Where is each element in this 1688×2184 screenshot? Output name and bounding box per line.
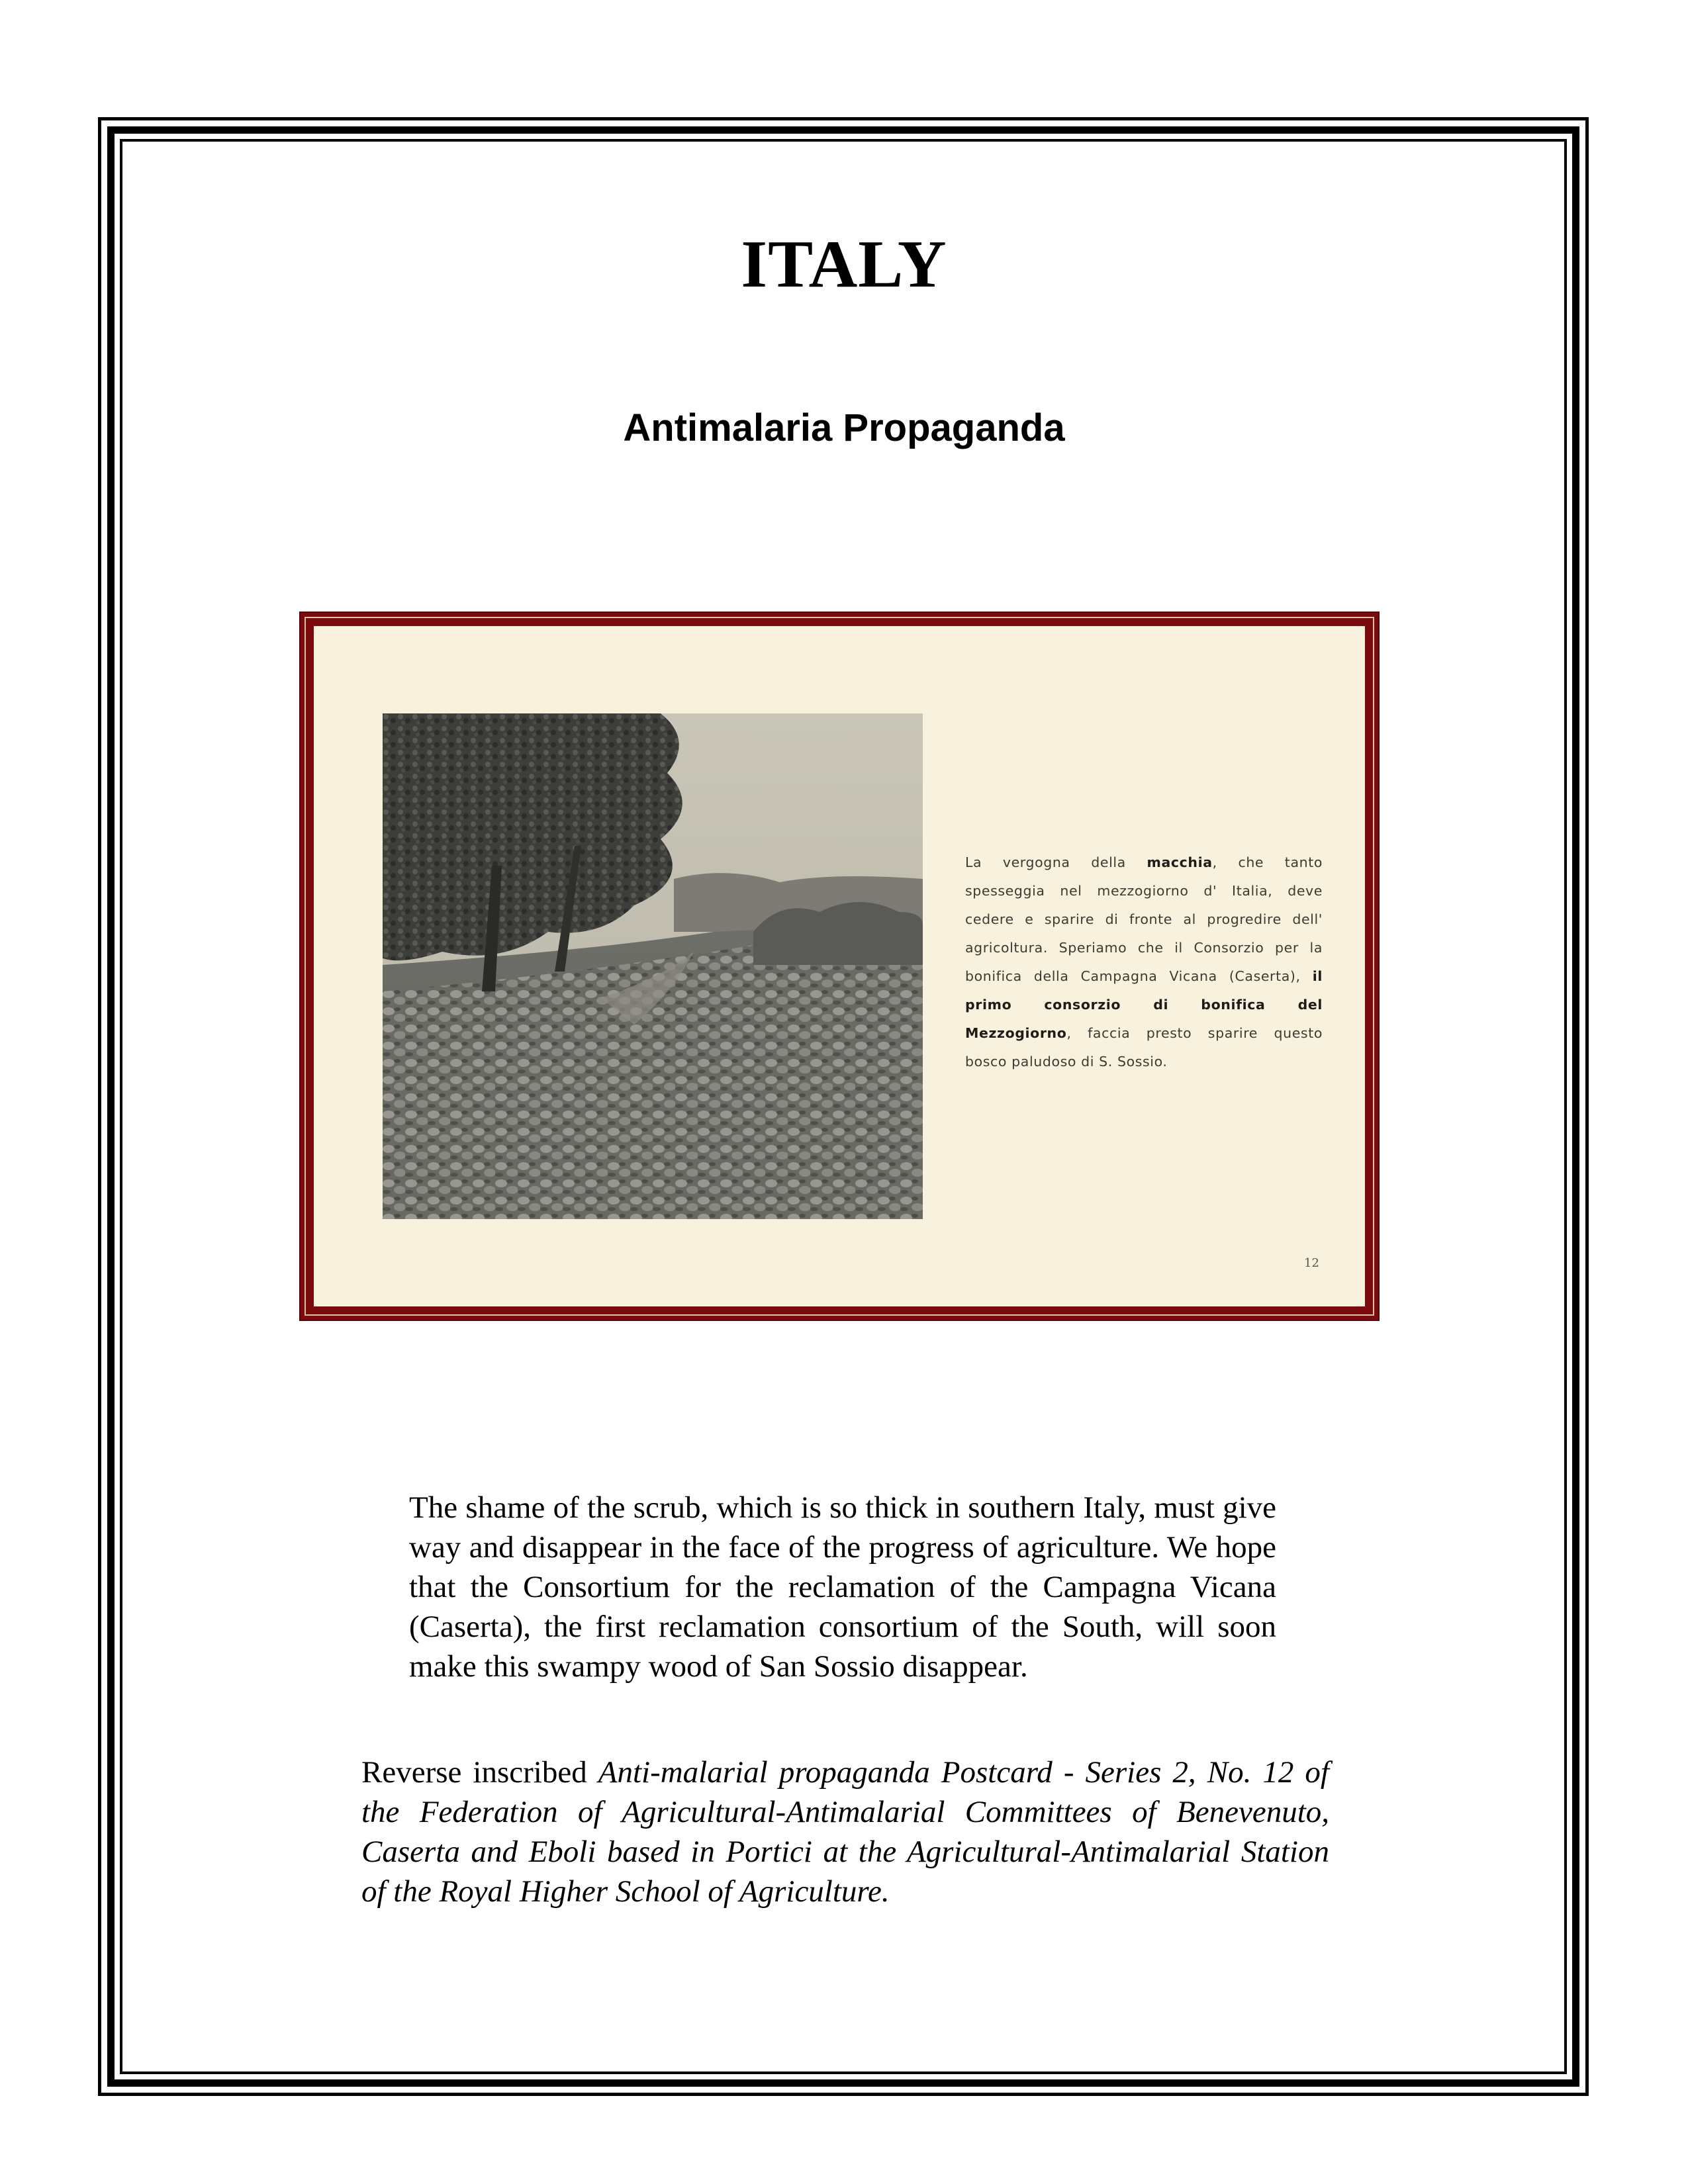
postcard-italian-text [965,848,1323,1076]
translation-paragraph: The shame of the scrub, which is so thick in southern Italy, must give way and disappear in the face of the progress of agriculture. We hope that the Consortium for the reclamation of the Campagna Vicana (Caserta), the first reclamation consortium of the South, will soon make this swampy wood of San Sossio disappear. [409,1490,1276,1684]
postcard-text-part-2: , che tanto spesseggia nel mezzogiorno d' Italia, deve cedere e sparire di fronte al progredire dell' agricoltura. Speriamo che il Consorzio per la bonifica della Campagna Vicana (Caserta), [965,854,1323,984]
page-subtitle: Antimalaria Propaganda [623,406,1065,449]
caption-italic: Anti-malarial propaganda Postcard - Series 2, No. 12 of the Federation of Agricultural-Antimalarial Committees of Benevenuto, Caserta and Eboli based in Portici at the Agricultural-Antimalarial Station of the Royal Higher School of Agriculture. [361,1755,1329,1909]
caption-prefix: Reverse inscribed [361,1755,598,1790]
swampy-woodland-photo [383,713,923,1219]
postcard-text-part-1: La vergogna della [965,854,1147,870]
postcard-text-part-3: , faccia presto sparire questo bosco paludoso di S. Sossio. [965,1025,1323,1069]
postcard [314,626,1365,1306]
page-title: ITALY [741,227,947,302]
caption-paragraph [361,1752,1329,1911]
postcard-text-bold-1: macchia [1147,854,1213,870]
postcard-page-number: 12 [1304,1256,1319,1270]
postcard-text-bold-2: il primo consorzio di bonifica del Mezzogiorno [965,968,1323,1041]
